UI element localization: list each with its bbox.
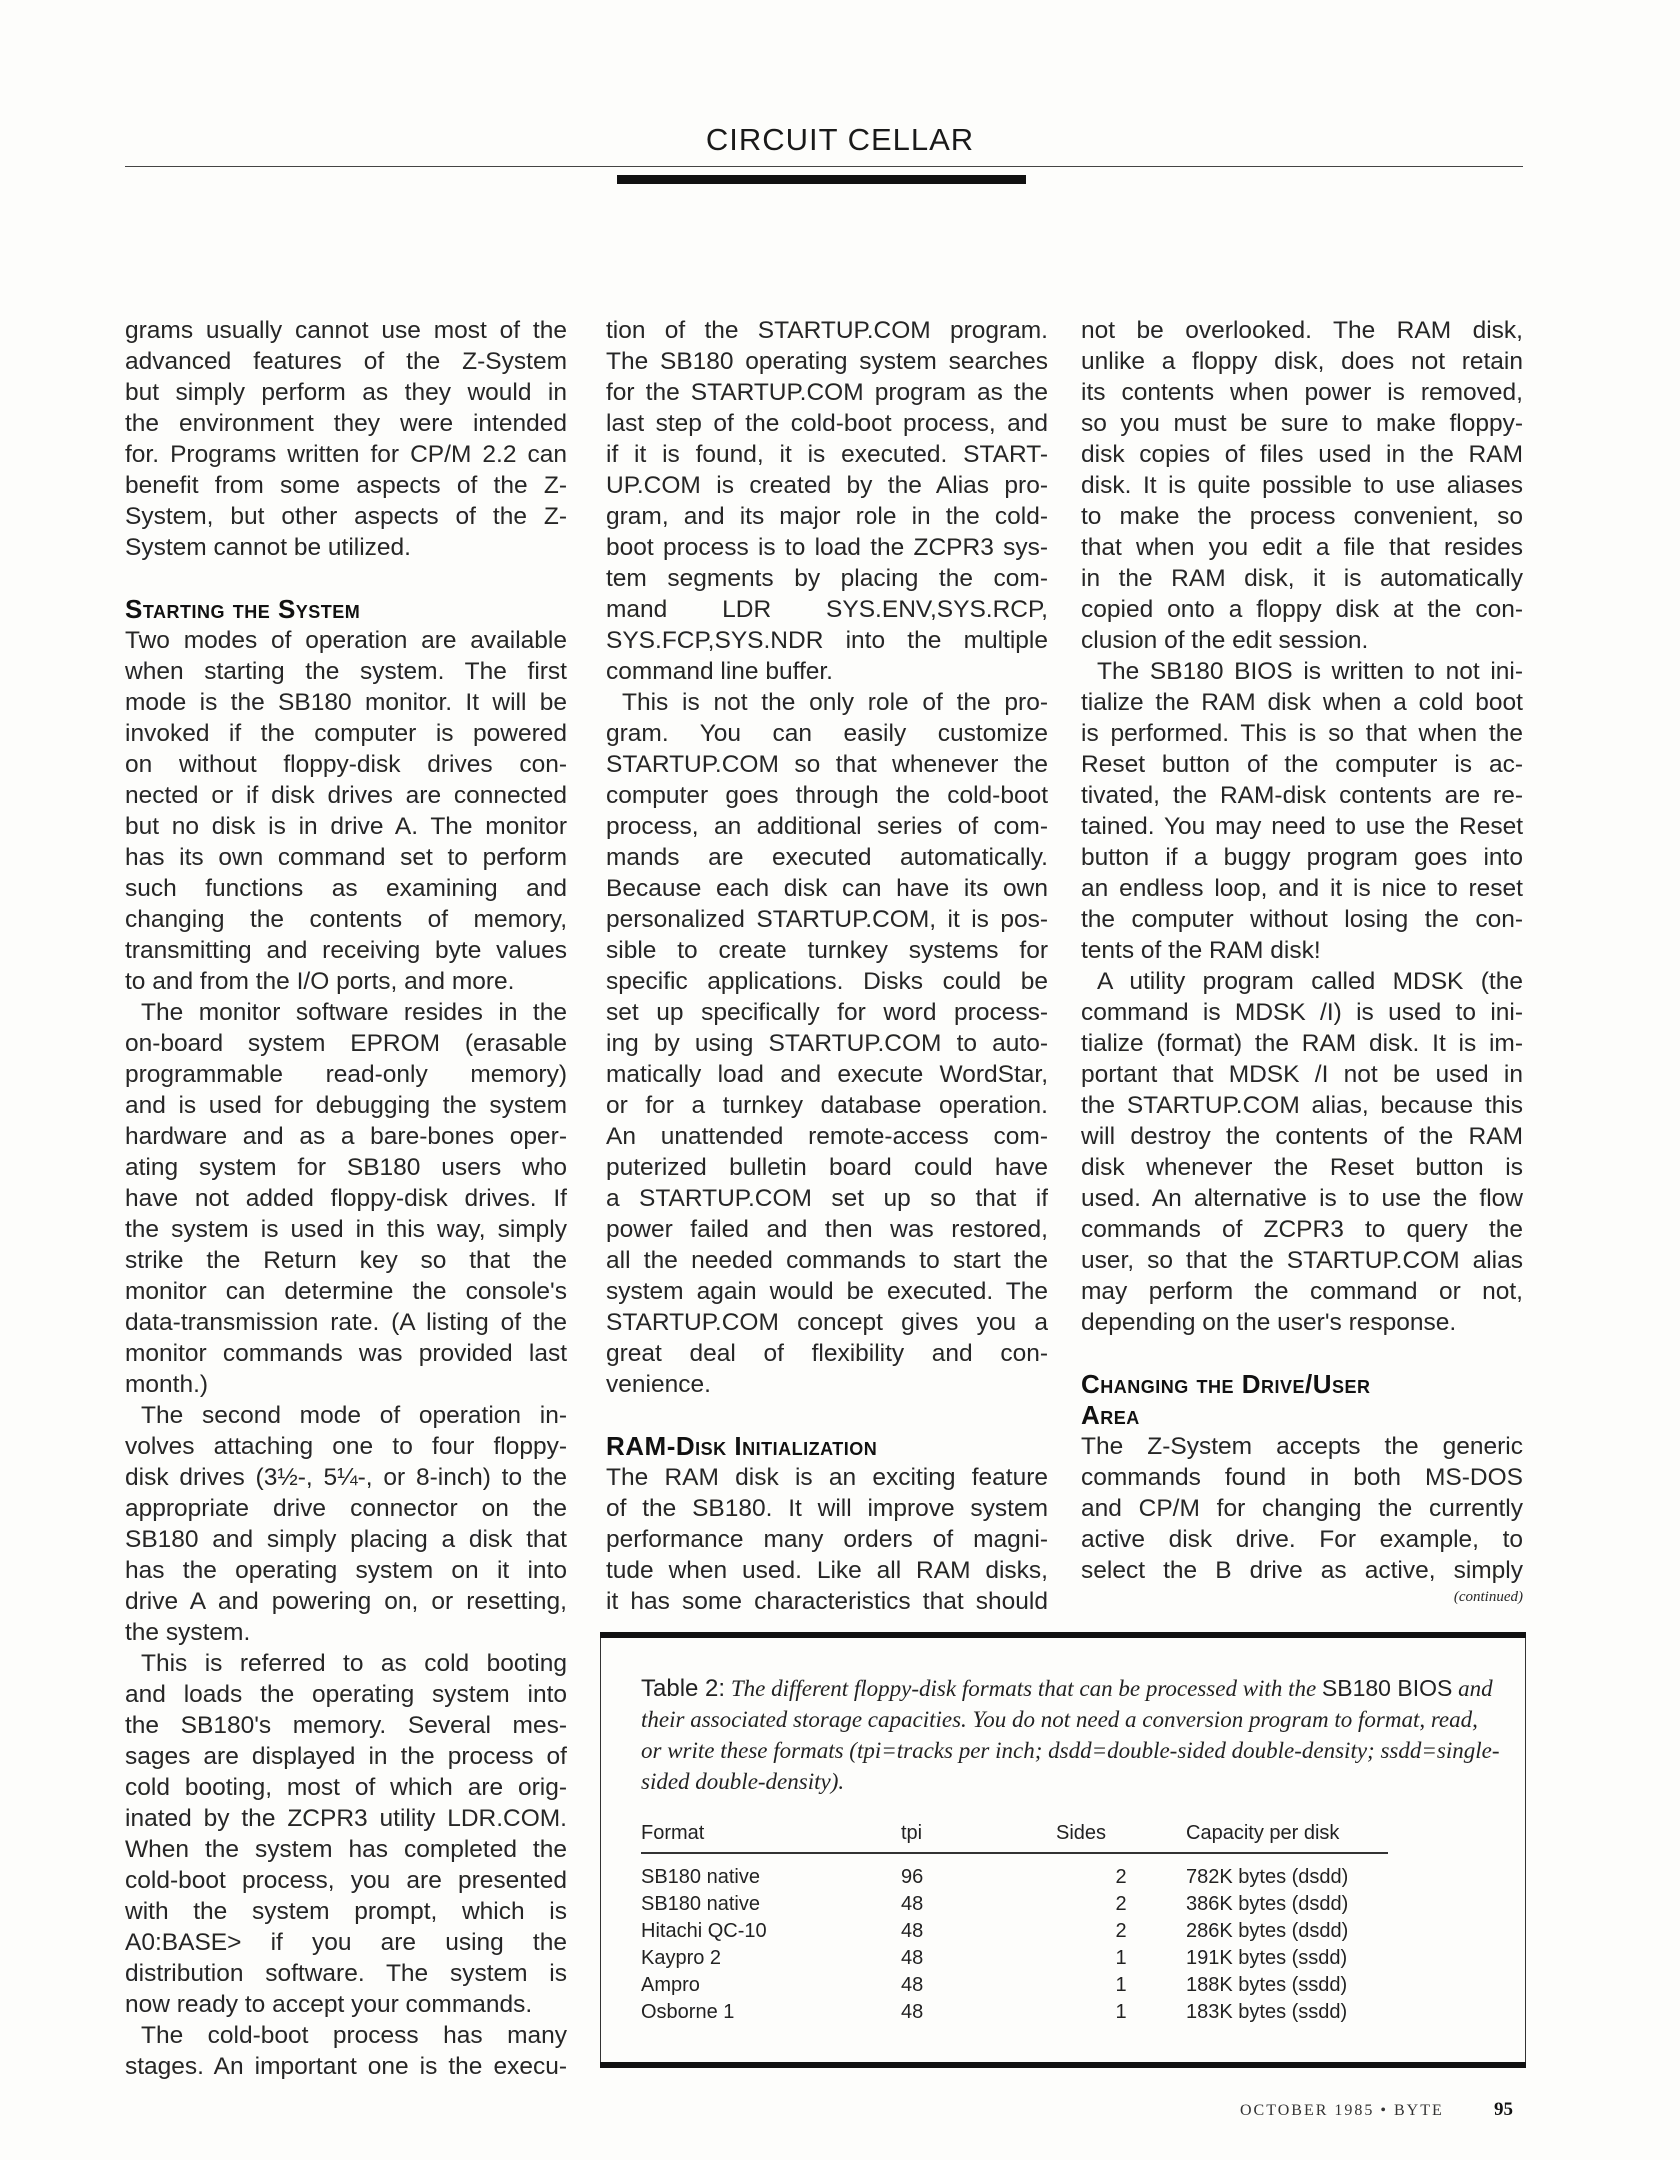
text-line: has its own command set to perform	[125, 844, 567, 871]
text-line: tialize (format) the RAM disk. It is im-	[1081, 1030, 1523, 1057]
text-line: ing by using STARTUP.COM to auto-	[606, 1030, 1048, 1057]
text-line: commands found in both MS-DOS	[1081, 1464, 1523, 1491]
text-line: tents of the RAM disk!	[1081, 937, 1321, 964]
text-line: the STARTUP.COM alias, because this	[1081, 1092, 1523, 1119]
table-cell: 1	[1115, 1947, 1127, 1969]
table-cell: 386K bytes (dsdd)	[1186, 1893, 1349, 1915]
table-cell: 2	[1115, 1893, 1127, 1915]
table-cell: 286K bytes (dsdd)	[1186, 1920, 1349, 1942]
text-line: copied onto a floppy disk at the con-	[1081, 596, 1523, 623]
table-cell: SB180 native	[641, 1866, 760, 1888]
footer-issue: OCTOBER 1985 • BYTE	[1240, 2102, 1444, 2119]
text-line: tem segments by placing the com-	[606, 565, 1048, 592]
text-column-1	[125, 315, 567, 2082]
text-line: tion of the STARTUP.COM program.	[606, 317, 1048, 344]
text-line: it has some characteristics that should	[606, 1588, 1048, 1615]
text-line: if it is found, it is executed. START-	[606, 441, 1048, 468]
text-line: process, an additional series of com-	[606, 813, 1048, 840]
text-line: gram, and its major role in the cold-	[606, 503, 1048, 530]
text-line: disk whenever the Reset button is	[1081, 1154, 1523, 1181]
text-line: for. Programs written for CP/M 2.2 can	[125, 441, 567, 468]
text-line: disk drives (3½-, 5¼-, or 8-inch) to the	[125, 1464, 567, 1491]
text-line: select the B drive as active, simply	[1081, 1557, 1523, 1584]
text-line: for the STARTUP.COM program as the	[606, 379, 1048, 406]
text-line: drive A and powering on, or resetting,	[125, 1588, 567, 1615]
text-line: on-board system EPROM (erasable	[125, 1030, 567, 1057]
text-line: sible to create turnkey systems for	[606, 937, 1048, 964]
text-line: and CP/M for changing the currently	[1081, 1495, 1523, 1522]
text-line: gram. You can easily customize	[606, 720, 1048, 747]
text-line: to and from the I/O ports, and more.	[125, 968, 515, 995]
table-cell: 48	[901, 2001, 924, 2023]
section-heading: Changing the Drive/User	[1081, 1369, 1371, 1399]
text-line: tude when used. Like all RAM disks,	[606, 1557, 1048, 1584]
text-line: changing the contents of memory,	[125, 906, 567, 933]
table-cell: 48	[901, 1893, 924, 1915]
text-line: Two modes of operation are available	[125, 627, 567, 654]
text-line: set up specifically for word process-	[606, 999, 1048, 1026]
table-cell: Hitachi QC-10	[641, 1920, 767, 1942]
text-line: so you must be sure to make floppy-	[1081, 410, 1523, 437]
text-line: and is used for debugging the system	[125, 1092, 567, 1119]
text-column-2	[606, 315, 1048, 1617]
column-header: Format	[641, 1820, 901, 1853]
text-line: commands of ZCPR3 to query the	[1081, 1216, 1523, 1243]
text-line: nected or if disk drives are connected	[125, 782, 567, 809]
text-line: disk copies of files used in the RAM	[1081, 441, 1523, 468]
text-line: with the system prompt, which is	[125, 1898, 567, 1925]
text-line: an endless loop, and it is nice to reset	[1081, 875, 1523, 902]
text-line: is performed. This is so that when the	[1081, 720, 1523, 747]
text-line: System, but other aspects of the Z-	[125, 503, 567, 530]
text-line: when starting the system. The first	[125, 658, 567, 685]
text-line: mand LDR SYS.ENV,SYS.RCP,	[606, 596, 1048, 623]
text-line: system again would be executed. The	[606, 1278, 1048, 1305]
column-header: tpi	[901, 1820, 1056, 1853]
table-cell: 1	[1115, 2001, 1127, 2023]
text-line: the computer without losing the con-	[1081, 906, 1523, 933]
text-line: volves attaching one to four floppy-	[125, 1433, 567, 1460]
text-line: mode is the SB180 monitor. It will be	[125, 689, 567, 716]
text-line: SB180 and simply placing a disk that	[125, 1526, 567, 1553]
text-line: depending on the user's response.	[1081, 1309, 1457, 1336]
text-line: STARTUP.COM so that whenever the	[606, 751, 1048, 778]
text-line: used. An alternative is to use the flow	[1081, 1185, 1523, 1212]
text-line: transmitting and receiving byte values	[125, 937, 567, 964]
column-header: Sides	[1056, 1820, 1186, 1853]
spacer	[125, 563, 567, 594]
text-line: The SB180 operating system searches	[606, 348, 1048, 375]
text-line: The SB180 BIOS is written to not ini-	[1097, 658, 1523, 685]
text-line: of the SB180. It will improve system	[606, 1495, 1048, 1522]
header-bar	[617, 175, 1026, 184]
text-line: boot process is to load the ZCPR3 sys-	[606, 534, 1048, 561]
text-line: SYS.FCP,SYS.NDR into the multiple	[606, 627, 1048, 654]
text-line: computer goes through the cold-boot	[606, 782, 1048, 809]
text-line: An unattended remote-access com-	[606, 1123, 1048, 1150]
text-line: A0:BASE> if you are using the	[125, 1929, 567, 1956]
text-line: Because each disk can have its own	[606, 875, 1048, 902]
text-line: the system.	[125, 1619, 251, 1646]
section-header: CIRCUIT CELLAR	[705, 122, 975, 157]
table-cell: 2	[1115, 1920, 1127, 1942]
text-line: may perform the command or not,	[1081, 1278, 1523, 1305]
table-label: Table 2:	[641, 1675, 726, 1702]
caption-text: The different floppy-disk formats that can be processed with the	[725, 1676, 1322, 1701]
caption-text: and their associated storage capacities. You do not need a conversion program to format, read, or write these formats (tpi=tracks per inch; dsdd=double-sided double-density; ssdd=single-sided double-density).	[641, 1676, 1500, 1794]
text-line: user, so that the STARTUP.COM alias	[1081, 1247, 1523, 1274]
text-line: or for a turnkey database operation.	[606, 1092, 1048, 1119]
text-line: invoked if the computer is powered	[125, 720, 567, 747]
text-line: stages. An important one is the execu-	[125, 2053, 567, 2080]
continued-note: (continued)	[1453, 1589, 1523, 1605]
table-cell: 96	[901, 1866, 924, 1888]
text-line: mands are executed automatically.	[606, 844, 1048, 871]
text-line: The second mode of operation in-	[141, 1402, 567, 1429]
text-line: personalized STARTUP.COM, it is pos-	[606, 906, 1048, 933]
text-line: monitor commands was provided last	[125, 1340, 567, 1367]
text-line: programmable read-only memory)	[125, 1061, 567, 1088]
text-line: This is not the only role of the pro-	[622, 689, 1048, 716]
text-line: great deal of flexibility and con-	[606, 1340, 1048, 1367]
text-line: a STARTUP.COM set up so that if	[606, 1185, 1048, 1212]
text-line: The cold-boot process has many	[141, 2022, 567, 2049]
text-line: hardware and as a bare-bones oper-	[125, 1123, 567, 1150]
spacer	[606, 1400, 1048, 1431]
text-line: and loads the operating system into	[125, 1681, 567, 1708]
table-header-row	[641, 1820, 1388, 1853]
text-line: now ready to accept your commands.	[125, 1991, 533, 2018]
caption-text: SB180 BIOS	[1321, 1675, 1453, 1701]
text-line: The monitor software resides in the	[141, 999, 567, 1026]
text-line: have not added floppy-disk drives. If	[125, 1185, 567, 1212]
text-line: tained. You may need to use the Reset	[1081, 813, 1523, 840]
text-line: month.)	[125, 1371, 209, 1398]
table-row	[641, 1853, 1388, 1891]
text-line: STARTUP.COM concept gives you a	[606, 1309, 1048, 1336]
text-line: but simply perform as they would in	[125, 379, 567, 406]
formats-table	[641, 1820, 1388, 2026]
table-cell: 48	[901, 1920, 924, 1942]
text-line: clusion of the edit session.	[1081, 627, 1369, 654]
text-line: strike the Return key so that the	[125, 1247, 567, 1274]
text-line: inated by the ZCPR3 utility LDR.COM.	[125, 1805, 567, 1832]
text-line: on without floppy-disk drives con-	[125, 751, 567, 778]
text-line: ating system for SB180 users who	[125, 1154, 567, 1181]
text-line: the environment they were intended	[125, 410, 567, 437]
spacer	[1081, 1338, 1523, 1369]
text-line: button if a buggy program goes into	[1081, 844, 1523, 871]
text-line: all the needed commands to start the	[606, 1247, 1048, 1274]
table-cell: 48	[901, 1947, 924, 1969]
text-line: has the operating system on it into	[125, 1557, 567, 1584]
table-cell: 1	[1115, 1974, 1127, 1996]
column-header: Capacity per disk	[1186, 1820, 1388, 1853]
table-top-rule	[600, 1632, 1526, 1638]
text-line: appropriate drive connector on the	[125, 1495, 567, 1522]
text-line: A utility program called MDSK (the	[1097, 968, 1523, 995]
text-line: portant that MDSK /I not be used in	[1081, 1061, 1523, 1088]
text-line: active disk drive. For example, to	[1081, 1526, 1523, 1553]
table-bottom-rule	[600, 2062, 1526, 2068]
text-line: The Z-System accepts the generic	[1081, 1433, 1523, 1460]
text-line: performance many orders of magni-	[606, 1526, 1048, 1553]
text-line: tialize the RAM disk when a cold boot	[1081, 689, 1523, 716]
text-line: last step of the cold-boot process, and	[606, 410, 1048, 437]
text-line: This is referred to as cold booting	[141, 1650, 567, 1677]
text-line: such functions as examining and	[125, 875, 567, 902]
text-line: will destroy the contents of the RAM	[1081, 1123, 1523, 1150]
text-line: that when you edit a file that resides	[1081, 534, 1523, 561]
text-column-3	[1081, 315, 1523, 1608]
text-line: the system is used in this way, simply	[125, 1216, 567, 1243]
text-line: cold booting, most of which are orig-	[125, 1774, 567, 1801]
text-line: When the system has completed the	[125, 1836, 567, 1863]
text-line: data-transmission rate. (A listing of the	[125, 1309, 567, 1336]
table-cell: Kaypro 2	[641, 1947, 722, 1969]
table-cell: 191K bytes (ssdd)	[1186, 1947, 1348, 1969]
text-line: benefit from some aspects of the Z-	[125, 472, 567, 499]
table-cell: Ampro	[641, 1974, 700, 1996]
text-line: venience.	[606, 1371, 711, 1398]
text-line: unlike a floppy disk, does not retain	[1081, 348, 1523, 375]
text-line: its contents when power is removed,	[1081, 379, 1523, 406]
table-row	[641, 1918, 1388, 1945]
table-row	[641, 1945, 1388, 1972]
section-heading: Area	[1081, 1400, 1140, 1430]
text-line: but no disk is in drive A. The monitor	[125, 813, 567, 840]
text-line: sages are displayed in the process of	[125, 1743, 567, 1770]
text-line: distribution software. The system is	[125, 1960, 567, 1987]
table-cell: 782K bytes (dsdd)	[1186, 1866, 1349, 1888]
table-cell: Osborne 1	[641, 2001, 735, 2023]
text-line: advanced features of the Z-System	[125, 348, 567, 375]
text-line: puterized bulletin board could have	[606, 1154, 1048, 1181]
text-line: not be overlooked. The RAM disk,	[1081, 317, 1523, 344]
table-cell: SB180 native	[641, 1893, 760, 1915]
text-line: UP.COM is created by the Alias pro-	[606, 472, 1048, 499]
text-line: the SB180's memory. Several mes-	[125, 1712, 567, 1739]
table-row	[641, 1999, 1388, 2026]
table-caption	[641, 1673, 1501, 1797]
page-number: 95	[1494, 2099, 1513, 2120]
text-line: power failed and then was restored,	[606, 1216, 1048, 1243]
text-line: disk. It is quite possible to use aliases	[1081, 472, 1523, 499]
section-heading: RAM-Disk Initialization	[606, 1431, 878, 1461]
text-line: System cannot be utilized.	[125, 534, 411, 561]
header-rule	[125, 166, 1523, 167]
text-line: grams usually cannot use most of the	[125, 317, 567, 344]
text-line: command is MDSK /I) is used to ini-	[1081, 999, 1523, 1026]
text-line: specific applications. Disks could be	[606, 968, 1048, 995]
text-line: monitor can determine the console's	[125, 1278, 567, 1305]
table-row	[641, 1891, 1388, 1918]
text-line: tivated, the RAM-disk contents are re-	[1081, 782, 1523, 809]
text-line: The RAM disk is an exciting feature	[606, 1464, 1048, 1491]
table-cell: 2	[1115, 1866, 1127, 1888]
table-cell: 183K bytes (ssdd)	[1186, 2001, 1348, 2023]
table-row	[641, 1972, 1388, 1999]
table-box	[600, 1632, 1526, 2068]
text-line: command line buffer.	[606, 658, 833, 685]
text-line: Reset button of the computer is ac-	[1081, 751, 1523, 778]
text-line: cold-boot process, you are presented	[125, 1867, 567, 1894]
section-heading: Starting the System	[125, 594, 361, 624]
table-cell: 188K bytes (ssdd)	[1186, 1974, 1348, 1996]
text-line: in the RAM disk, it is automatically	[1081, 565, 1523, 592]
text-line: matically load and execute WordStar,	[606, 1061, 1048, 1088]
text-line: to make the process convenient, so	[1081, 503, 1523, 530]
table-cell: 48	[901, 1974, 924, 1996]
